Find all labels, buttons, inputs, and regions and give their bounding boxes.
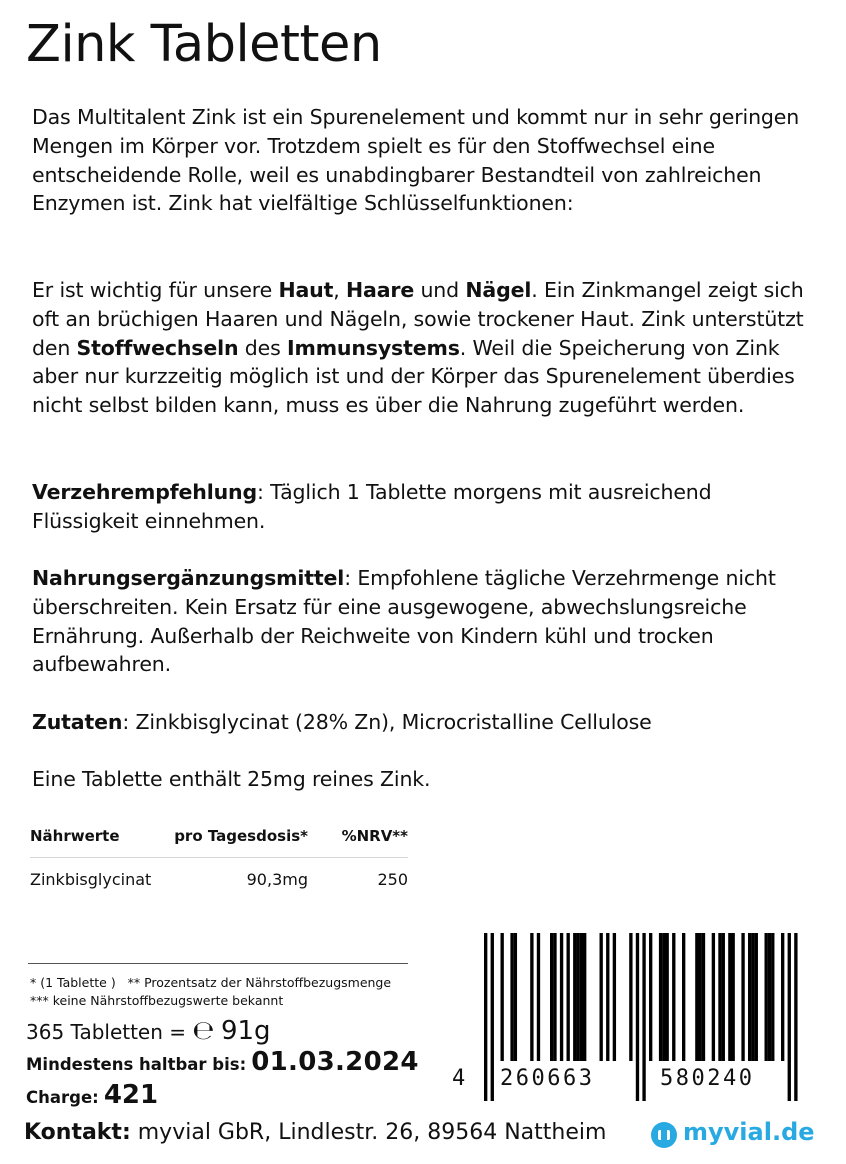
barcode-bar (484, 933, 487, 1101)
barcode-digits-left: 260663 (500, 1066, 595, 1091)
barcode-bar (672, 933, 675, 1061)
benefit-skin: Haut (278, 278, 334, 302)
recommendation-label: Verzehrempfehlung (32, 480, 257, 504)
barcode-bar (695, 933, 698, 1061)
ingredients-label: Zutaten (32, 710, 123, 734)
footnote-line-1: * (1 Tablette ) ** Prozentsatz der Nährstoffbezugsmenge (30, 975, 392, 990)
header-nrv: %NRV** (341, 827, 408, 845)
barcode-bar (728, 933, 731, 1061)
best-before-label: Mindestens haltbar bis: (26, 1055, 247, 1074)
barcode-bar (510, 933, 513, 1061)
contact-address: myvial GbR, Lindlestr. 26, 89564 Nattheim (137, 1120, 607, 1145)
barcode-bar (794, 933, 797, 1101)
barcode-bar (748, 933, 751, 1061)
benefits-text: Er ist wichtig für unsere (32, 278, 279, 302)
barcode-bar (788, 933, 791, 1101)
barcode-bar (560, 933, 563, 1061)
table-row (30, 858, 408, 900)
barcode-bar (662, 933, 665, 1061)
row-ingredient: Zinkbisglycinat (30, 870, 152, 889)
batch-number: 421 (103, 1080, 159, 1110)
recommendation-paragraph (32, 478, 822, 536)
barcode-bar (712, 933, 715, 1061)
benefit-immune-system: Immunsystems (287, 335, 460, 360)
ingredients-paragraph (32, 708, 822, 737)
content-note: Eine Tablette enthält 25mg reines Zink. (32, 767, 431, 791)
barcode-bar (530, 933, 533, 1061)
barcode-digit-lead: 4 (452, 1066, 468, 1091)
barcode-bar (666, 933, 669, 1061)
barcode-bar (553, 933, 556, 1061)
barcode-bar (732, 933, 735, 1061)
barcode-bar (649, 933, 652, 1061)
barcode-bar (613, 933, 616, 1061)
barcode-bar (501, 933, 504, 1061)
benefits-paragraph (32, 276, 822, 420)
header-nutrients: Nährwerte (30, 827, 120, 845)
benefit-nails: Nägel (465, 278, 532, 302)
benefits-text: und (414, 278, 466, 302)
quantity-line (26, 1016, 271, 1046)
barcode-bar (537, 933, 540, 1061)
barcode-bar (629, 933, 632, 1061)
barcode-bar (550, 933, 553, 1061)
barcode-bar (580, 933, 583, 1061)
benefits-text: . Weil die Speicherung von Zink aber nur kurzzeitig möglich ist und der Körper das Spurenelement überdies nicht selbst bilden kann, muss es über die Nahrung zugeführt werden. (32, 335, 795, 418)
barcode-bar (702, 933, 705, 1061)
contact-label: Kontakt: (24, 1120, 131, 1145)
barcode-bar (741, 933, 744, 1061)
supplement-paragraph (32, 564, 822, 679)
benefits-text: des (238, 335, 287, 360)
batch (26, 1080, 158, 1110)
barcode-bar (659, 933, 662, 1061)
barcode-bar (573, 933, 576, 1061)
benefits-text: . Ein Zinkmangel zeigt sich oft an brüchigen Haaren und Nägeln, sowie trockener Haut. Zink unterstützt den (32, 278, 804, 360)
best-before-date: 01.03.2024 (251, 1047, 419, 1077)
barcode-bar (682, 933, 685, 1061)
tablet-count: 365 Tabletten = (26, 1020, 187, 1044)
footnote-line-2: *** keine Nährstoffbezugswerte bekannt (30, 993, 284, 1008)
net-weight: 91g (220, 1016, 271, 1046)
barcode-bar (765, 933, 768, 1061)
recommendation-text: : Täglich 1 Tablette morgens mit ausreichend Flüssigkeit einnehmen. (32, 480, 712, 533)
header-per-daily-dose: pro Tagesdosis* (174, 827, 308, 845)
barcode-bar (642, 933, 645, 1101)
best-before (26, 1047, 419, 1077)
supplement-label: Nahrungsergänzungsmittel (32, 566, 345, 590)
barcode-bar (514, 933, 517, 1061)
barcode-bar (722, 933, 725, 1061)
page-title: Zink Tabletten (26, 15, 382, 74)
barcode-bar (771, 933, 774, 1061)
benefit-hair: Haare (346, 278, 415, 302)
brand-name: myvial.de (683, 1118, 815, 1146)
barcode-bar (567, 933, 570, 1061)
barcode-bar (636, 933, 639, 1101)
benefits-text: , (333, 278, 346, 302)
barcode-bar (583, 933, 586, 1061)
nutrition-header-row (30, 823, 408, 858)
barcode-bar (751, 933, 754, 1061)
barcode-bar (768, 933, 771, 1061)
barcode-digits-right: 580240 (660, 1066, 755, 1091)
row-nrv: 250 (377, 870, 408, 889)
vial-icon (651, 1122, 677, 1148)
supplement-text: : Empfohlene tägliche Verzehrmenge nicht überschreiten. Kein Ersatz für eine ausgewogene, abwechslungsreiche Ernährung. Außerhalb der Reichweite von Kindern kühl und trocken aufbewahren. (32, 566, 776, 677)
intro-paragraph: Das Multitalent Zink ist ein Spurenelement und kommt nur in sehr geringen Mengen im Körper vor. Trotzdem spielt es für den Stoffwechsel eine entscheidende Rolle, weil es unabdingbarer Bestandteil von zahlreichen Enzymen ist. Zink hat vielfältige Schlüsselfunktionen: (32, 105, 800, 216)
barcode-bar (491, 933, 494, 1101)
barcode-bar (699, 933, 702, 1061)
contact-line (24, 1120, 606, 1145)
batch-label: Charge: (26, 1088, 99, 1107)
footnote-divider (28, 963, 408, 964)
barcode-bar (755, 933, 758, 1061)
benefit-metabolism: Stoffwechseln (76, 335, 239, 360)
barcode-bar (606, 933, 609, 1061)
barcode-bar (718, 933, 721, 1061)
barcode-bar (600, 933, 603, 1061)
ingredients-text: : Zinkbisglycinat (28% Zn), Microcristalline Cellulose (122, 710, 652, 734)
nutrition-table (30, 823, 408, 900)
estimated-sign-icon: ℮ (192, 1016, 215, 1046)
row-amount: 90,3mg (246, 870, 308, 889)
barcode-bar (781, 933, 784, 1061)
barcode-bar (576, 933, 579, 1061)
